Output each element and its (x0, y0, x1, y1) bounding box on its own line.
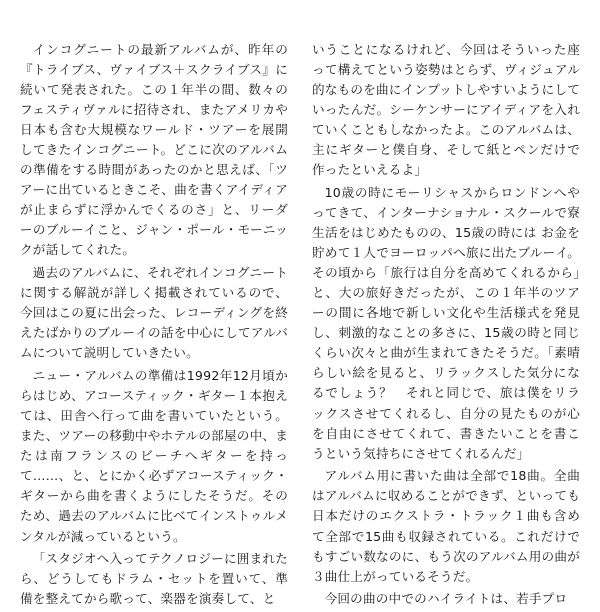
paragraph: 今回の曲の中でのハイライトは、若手プロ (324, 591, 568, 607)
left-column (20, 40, 288, 612)
paragraph: 10歳の時にモーリシャスからロンドンへやってきて、インターナショナル・スクールで寮生活をはじめたものの、15歳の時には お金を貯めて１人でヨーロッパへ旅に出たブルーイ。その頃から「旅行は自分を高めてくれるから」と、大の旅好きだったが、この１年半のツアーの間に各地で新しい文化や生活様式を発見し、刺激的なことの多さに、15歳の時と同じくらい次々と曲が生まれてきたそうだ。「素晴らしい絵を見ると、リラックスした気分になるでしょう？ それと同じで、旅は僕をリラックスさせてくれるし、自分の見たものが心を自由にさせてくれて、書きたいことを書こうという気持ちにさせてくれるんだ」 (312, 185, 580, 461)
paragraph: アルバム用に書いた曲は全部で18曲。全曲はアルバムに収めることができず、といっても日本だけのエクストラ・トラック１曲も含めて全部で15曲も収録されている。これだけでもすごい数なのに、もう次のアルバム用の曲が３曲仕上がっているそうだ。 (312, 468, 580, 584)
paragraph: ニュー・アルバムの準備は1992年12月頃からはじめ、アコースティック・ギター１本抱えては、田舎へ行って曲を書いていたという。また、ツアーの移動中やホテルの部屋の中、または南フランスのビーチへギターを持って……、と、とにかく必ずアコースティック・ギターから曲を書くようにしたそうだ。そのため、過去のアルバムに比べてインストゥルメンタルが減っているという。 (20, 368, 288, 544)
right-column (312, 40, 580, 612)
paragraph-continued: いうことになるけれど、今回はそういった座って構えてという姿勢はとらず、ヴィジュアル的なものを曲にインプットしやすいようにしていったんだ。シーケンサーにアイディアを入れていくこともしなかったよ。このアルバムは、主にギターと僕自身、そして紙とペンだけで作ったといえるよ」 (312, 42, 580, 178)
paragraph: 「スタジオへ入ってテクノロジーに囲まれたら、どうしてもドラム・セットを置いて、準備を整えてから歌って、楽器を演奏して、と (20, 551, 288, 607)
paragraph: インコグニートの最新アルバムが、昨年の『トライブス、ヴァイブス＋スクライブス』に続いて発表された。この１年半の間、数々のフェスティヴァルに招待され、またアメリカや日本も含む大規模なワールド・ツアーを展開してきたインコグニート。どこに次のアルバムの準備をする時間があったのかと思えば、「ツアーに出ているときこそ、曲を書くアイディアが止まらずに浮かんでくるのさ」と、リーダーのブルーイこと、ジャン・ポール・モーニックが話してくれた。 (20, 42, 288, 258)
paragraph: 過去のアルバムに、それぞれインコグニートに関する解説が詳しく掲載されているので、今回はこの夏に出会った、レコーディングを終えたばかりのブルーイの話を中心にしてアルバムについて説明していきたい。 (20, 265, 288, 361)
